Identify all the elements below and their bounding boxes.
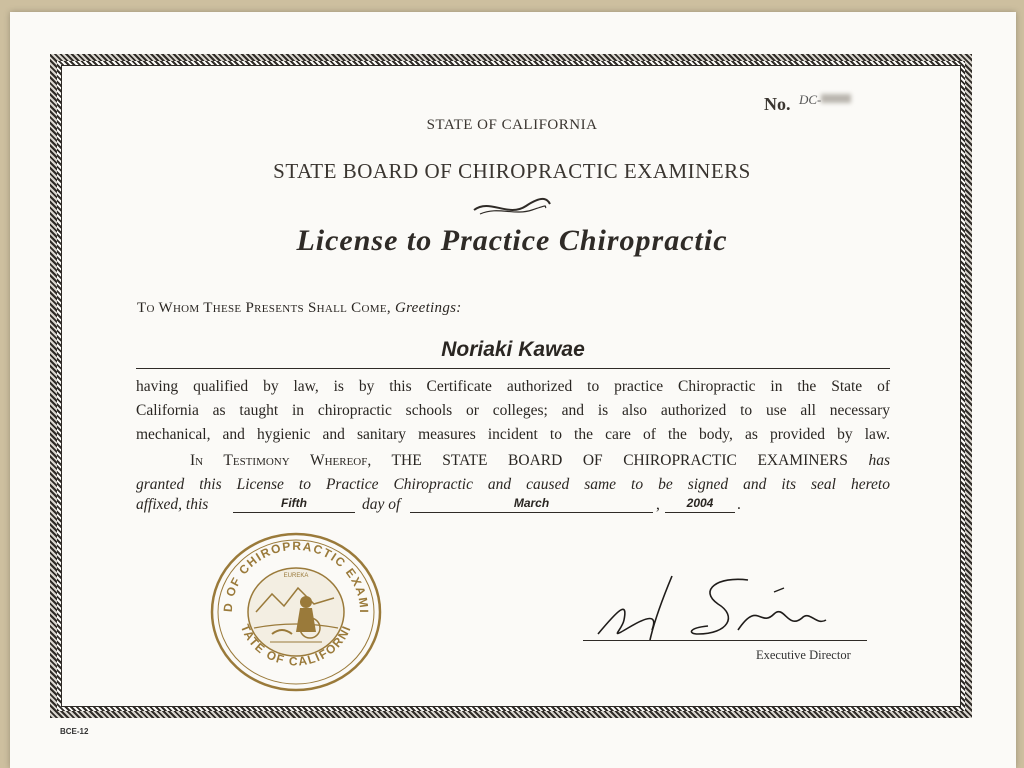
testimony-caps: In Testimony Whereof, — [190, 452, 372, 469]
flourish-icon — [470, 196, 554, 223]
testimony-board: THE STATE BOARD OF CHIROPRACTIC EXAMINERS — [391, 452, 848, 469]
form-code: BCE-12 — [60, 727, 89, 736]
board-heading: STATE BOARD OF CHIROPRACTIC EXAMINERS — [273, 159, 751, 183]
body-line-3: mechanical, and hygienic and sanitary measures incident to the care of the body, as provided by law. — [136, 426, 890, 443]
affixed-label: affixed, this — [136, 496, 209, 513]
license-number-value: DC- — [799, 92, 822, 107]
year-blank — [665, 512, 735, 513]
redacted-number — [821, 94, 851, 103]
month-blank — [410, 512, 653, 513]
california-seal-icon — [210, 532, 382, 697]
body-line-2: California as taught in chiropractic schools or colleges; and is also authorized to use all necessary — [136, 402, 890, 419]
year-value: 2004 — [686, 496, 714, 510]
month-value: March — [513, 496, 550, 510]
seal-bottom-text-2: CALIFORNI — [288, 622, 354, 669]
licensee-name: Noriaki Kawae — [441, 338, 585, 361]
seal-arc-text: CHIROPRACTIC EXAMI — [236, 538, 372, 615]
body-line-1: having qualified by law, is by this Certificate authorized to practice Chiropractic in the State of — [136, 378, 890, 395]
seal-top-text: D OF — [220, 574, 245, 613]
seal-motto: EUREKA — [283, 573, 309, 579]
day-of-label: day of — [362, 496, 401, 513]
certificate-title: License to Practice Chiropractic — [296, 224, 728, 257]
testimony-has: has — [868, 452, 890, 469]
body-line-5: granted this License to Practice Chiropractic and caused same to be signed and its seal hereto — [136, 476, 890, 493]
signer-title: Executive Director — [756, 648, 851, 662]
day-blank — [233, 512, 355, 513]
greeting — [137, 300, 462, 317]
state-heading: STATE OF CALIFORNIA — [426, 117, 598, 133]
date-comma: , — [656, 496, 660, 513]
signature-icon — [588, 570, 838, 651]
greeting-caps: To Whom These Presents Shall Come, — [137, 300, 391, 316]
signature-line — [583, 640, 867, 641]
seal-bottom-text-1: TATE OF — [237, 622, 287, 668]
day-value: Fifth — [281, 496, 307, 510]
license-number — [764, 92, 851, 115]
greeting-italic: Greetings: — [394, 300, 462, 316]
date-period: . — [737, 496, 741, 513]
name-underline — [136, 368, 890, 369]
license-number-label: No. — [764, 94, 791, 114]
testimony-line — [190, 449, 890, 473]
